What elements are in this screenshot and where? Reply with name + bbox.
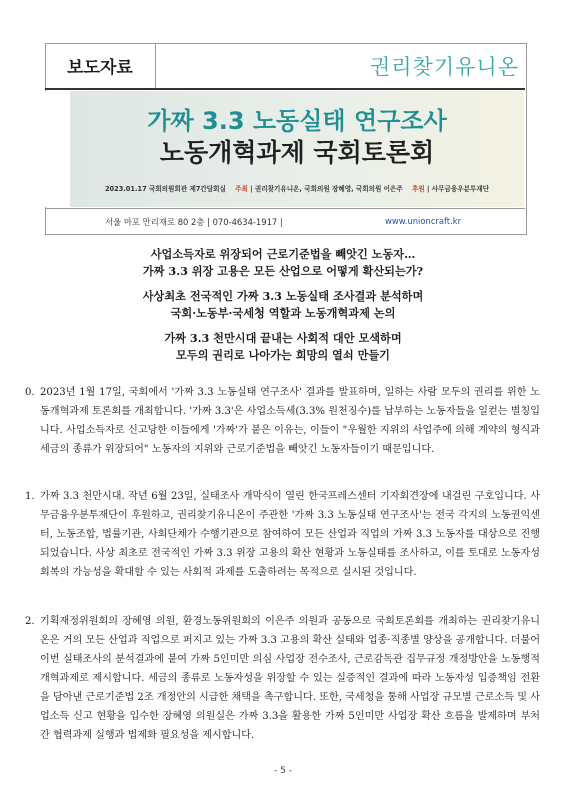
paragraph-text: 가짜 3.3 천만시대. 작년 6월 23일, 실태조사 개막식이 열린 한국프레스센터 기자회견장에 내걸린 구호입니다. 사무금융우분투재단이 후원하고, 권리찾기유니온이 주관한 '가짜 3.3 노동실태 연구조사'는 전국 각지의 노동권익센터, 노동조합, 법률기관, 사회단체가 수행기관으로 참여하여 모든 산업과 직업의 가짜 3.3 노동자를 대상으로 진행되었습니다. 사상 최초로 전국적인 가짜 3.3 위장 고용의 확산 현황과 노동실태를 조사하고, 이를 토대로 노동자성 회복의 가능성을 확대할 수 있는 사회적 과제를 도출하려는 목적으로 실시된 것입니다. bbox=[40, 491, 540, 578]
headline-3a: 가짜 3.3 천만시대 끝내는 사회적 대안 모색하며 bbox=[164, 331, 402, 345]
headline-1a: 사업소득자로 위장되어 근로기준법을 빼앗긴 노동자… bbox=[150, 247, 416, 261]
banner-date-place: 2023.01.17 국회의원회관 제7간담회실 bbox=[104, 185, 226, 193]
banner-host: 권리찾기유니온, 국회의원 장혜영, 국회의원 이은주 bbox=[254, 185, 403, 193]
paragraph-text: 기획재정위원회의 장혜영 의원, 환경노동위원회의 이은주 의원과 공동으로 국회토론회를 개최하는 권리찾기유니온은 거의 모든 산업과 직업으로 퍼지고 있는 가짜 3.3 고용의 확산 실태와 업종·직종별 양상을 공개합니다. 더불어 이번 실태조사의 분석결과에 붙여 가짜 5인미만 의심 사업장 전수조사, 근로감독관 집무규정 개정방안을 노동행적 개혁과제로 제시합니다. 세금의 종류로 노동자성을 위장할 수 있는 실증적인 결과에 따라 노동자성 입증책임 전환을 담아낸 근로기준법 2조 개정안의 시급한 채택을 촉구합니다. 또한, 국세청을 통해 사업장 규모별 근로소득 및 사업소득 신고 현황을 입수한 장혜영 의원실은 가짜 3.3을 활용한 가짜 5인미만 사업장 확산 흐름을 발제하며 부처 간 협력과제 실행과 법제화 필요성을 제시합니다. bbox=[40, 616, 540, 741]
paragraph-number: 0. bbox=[25, 387, 35, 398]
banner-host-label: 주최 bbox=[235, 185, 248, 193]
press-release-header bbox=[45, 43, 525, 90]
paragraph-number: 1. bbox=[25, 491, 35, 502]
banner-title-line2: 노동개혁과제 국회토론회 bbox=[159, 138, 435, 167]
contact-address: 서울 마포 만리재로 80 2층 | 070-4634-1917 | bbox=[105, 217, 283, 227]
headline-2b: 국회·노동부·국세청 역할과 노동개혁과제 논의 bbox=[170, 306, 396, 320]
press-release-label: 보도자료 bbox=[45, 43, 156, 88]
page-number: - 5 - bbox=[274, 766, 292, 776]
banner-sponsor-label: 후원 bbox=[411, 185, 425, 193]
event-banner bbox=[70, 91, 524, 207]
contact-bar bbox=[45, 208, 525, 233]
headline-3b: 모두의 권리로 나아가는 희망의 열쇠 만들기 bbox=[175, 348, 390, 362]
headline-2a: 사상최초 전국적인 가짜 3.3 노동실태 조사결과 분석하며 bbox=[142, 289, 424, 303]
banner-sponsor: 사무금융우분투재단 bbox=[431, 185, 490, 193]
paragraph-2 bbox=[25, 612, 540, 745]
banner-title-line1: 가짜 3.3 노동실태 연구조사 bbox=[147, 107, 447, 135]
paragraph-text: 2023년 1월 17일, 국회에서 '가짜 3.3 노동실태 연구조사' 결과를 발표하며, 일하는 사람 모두의 권리를 위한 노동개혁과제 토론회를 개최합니다. '가짜 3.3'은 사업소득세(3.3% 원천징수)를 납부하는 노동자들을 일컫는 별칭입니다. 사업소득자로 신고당한 이들에게 '가짜'가 붙은 이유는, 이들이 "우월한 지위의 사업주에 의해 계약의 형식과 세금의 종류가 위장되어" 노동자의 지위와 근로기준법을 빼앗긴 노동자들이기 때문입니다. bbox=[40, 387, 540, 455]
contact-url-link[interactable]: www.unioncraft.kr bbox=[385, 216, 462, 226]
paragraph-1 bbox=[25, 487, 540, 582]
headline-1b: 가짜 3.3 위장 고용은 모든 산업으로 어떻게 확산되는가? bbox=[142, 264, 424, 278]
paragraph-0 bbox=[25, 383, 540, 459]
banner-info-line: 2023.01.17 국회의원회관 제7간담회실 주최 | 권리찾기유니온, 국회의원 장혜영, 국회의원 이은주 후원 | 사무금융우분투재단 bbox=[104, 185, 490, 193]
org-logo: 권리찾기유니온 bbox=[369, 55, 519, 79]
paragraph-number: 2. bbox=[25, 616, 35, 627]
banner-left-margin bbox=[45, 91, 70, 207]
